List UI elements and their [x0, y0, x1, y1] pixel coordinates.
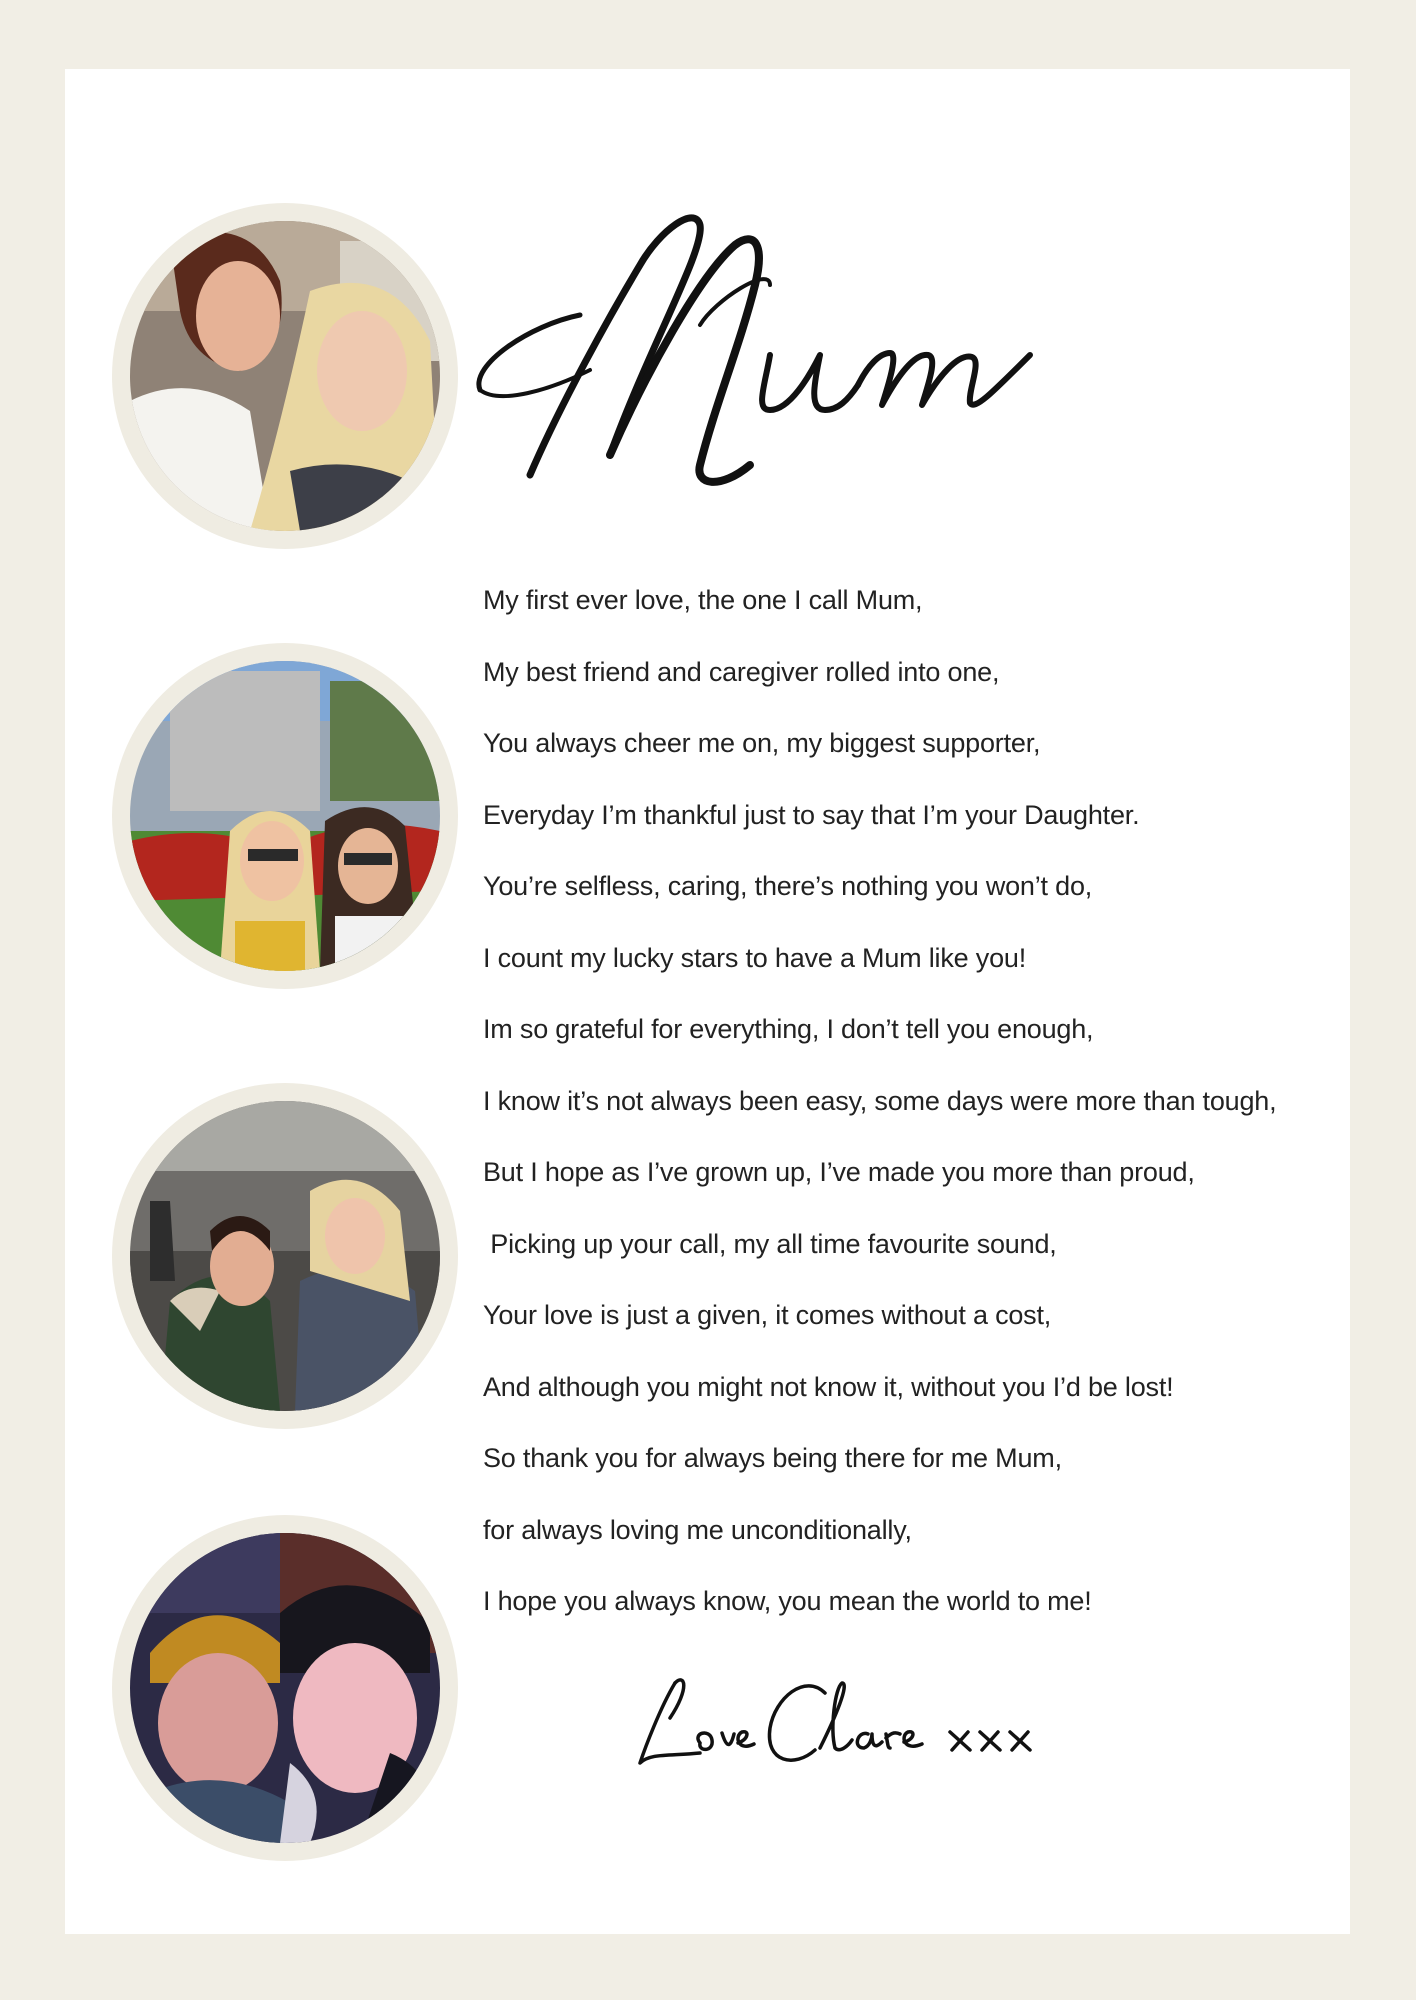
poem-line: But I hope as I’ve grown up, I’ve made you more than proud,	[483, 1157, 1195, 1187]
poem-line: Your love is just a given, it comes without a cost,	[483, 1300, 1052, 1330]
poem-line: You’re selfless, caring, there’s nothing you won’t do,	[483, 871, 1093, 901]
poem-line: Im so grateful for everything, I don’t tell you enough,	[483, 1014, 1094, 1044]
photo-frame-street	[112, 1083, 458, 1429]
signature-script	[630, 1668, 1080, 1778]
poem-line: So thank you for always being there for me Mum,	[483, 1443, 1062, 1473]
poem-line: My first ever love, the one I call Mum,	[483, 585, 923, 615]
poem-line: And although you might not know it, without you I’d be lost!	[483, 1371, 1174, 1402]
photo-selfie-1	[130, 221, 440, 531]
poem-line: You always cheer me on, my biggest supporter,	[483, 728, 1041, 758]
poem	[483, 576, 1323, 1649]
title-mum-script	[470, 205, 1050, 495]
poem-line: I hope you always know, you mean the world to me!	[483, 1586, 1092, 1616]
photo-frame-garden	[112, 643, 458, 989]
photo-frame-selfie-1	[112, 203, 458, 549]
poem-line: Everyday I’m thankful just to say that I’m your Daughter.	[483, 799, 1140, 830]
photo-night	[130, 1533, 440, 1843]
photo-frame-night	[112, 1515, 458, 1861]
photo-street	[130, 1101, 440, 1411]
poem-line: I count my lucky stars to have a Mum like you!	[483, 942, 1027, 973]
poem-line: I know it’s not always been easy, some days were more than tough,	[483, 1085, 1277, 1116]
poem-line: Picking up your call, my all time favourite sound,	[483, 1228, 1057, 1259]
photo-garden	[130, 661, 440, 971]
poem-line: for always loving me unconditionally,	[483, 1514, 912, 1545]
poem-line: My best friend and caregiver rolled into one,	[483, 656, 1000, 687]
